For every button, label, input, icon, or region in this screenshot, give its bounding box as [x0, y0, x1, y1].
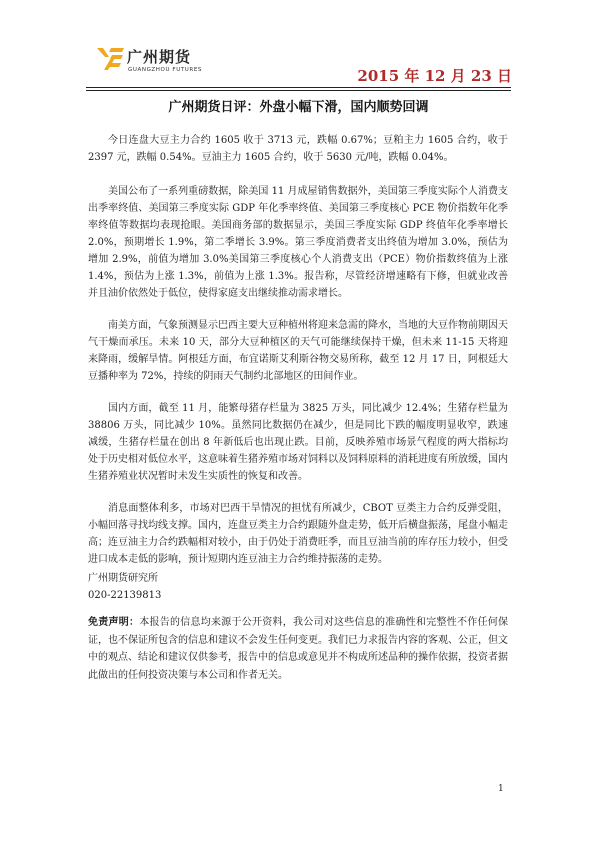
page-number: 1	[498, 784, 504, 794]
logo-english-name: GUANGZHOU FUTURES	[128, 67, 202, 73]
paragraph-us-data: 美国公布了一系列重磅数据，除美国 11 月成屋销售数据外，美国第三季度实际个人消费支出季率终值、美国第三季度实际 GDP 年化季率终值、美国第三季度核心 PCE 物价指数年化季率终值等数据均表现抢眼。美国商务部的数据显示，美国三季度实际 GDP 终值年化季率增长 2.0%，预期增长 1.9%，第二季增长 3.9%。第三季度消费者支出终值为增加 3.0%，预估为增加 2.9%，前值为增加 3.0%美国第三季度核心个人消费支出（PCE）物价指数终值为上涨 1.4%，预估为上涨 1.3%，前值为上涨 1.3%。报告称，尽管经济增速略有下修，但就业改善并且油价依然处于低位，使得家庭支出继续推动需求增长。	[88, 186, 508, 299]
org-info	[88, 570, 161, 604]
org-name: 广州期货研究所	[88, 573, 158, 584]
report-title: 广州期货日评：外盘小幅下滑，国内顺势回调	[168, 100, 429, 115]
report-date: 2015 年 12 月 23 日	[357, 67, 512, 85]
report-body	[88, 132, 508, 583]
disclaimer	[88, 614, 508, 684]
org-phone: 020-22139813	[88, 590, 162, 601]
disclaimer-label: 免责声明：	[88, 617, 140, 628]
logo-chinese-name: 广州期货	[127, 48, 192, 66]
logo-mark-icon	[97, 46, 125, 72]
disclaimer-text: 本报告的信息均来源于公开资料，我公司对这些信息的准确性和完整性不作任何保证，也不保证所包含的信息和建议不会发生任何变更。我们已力求报告内容的客观、公正，但文中的观点、结论和建议仅供参考，报告中的信息或意见并不构成所述品种的操作依据，投资者据此做出的任何投资决策与本公司和作者无关。	[88, 617, 508, 681]
company-logo	[97, 44, 207, 80]
paragraph-south-america: 南美方面，气象预测显示巴西主要大豆种植州将迎来急需的降水，当地的大豆作物前期因天气干燥而承压。未来 10 天，部分大豆种植区的天气可能继续保持干燥，但未来 11-15 天将迎来降雨，缓解旱情。阿根廷方面，布宜诺斯艾利斯谷物交易所称，截至 12 月 17 日，阿根廷大豆播种率为 72%，持续的阴雨天气制约北部地区的田间作业。	[88, 320, 508, 382]
header-rule-bottom	[86, 90, 511, 91]
paragraph-outlook: 消息面整体利多，市场对巴西干旱情况的担忧有所减少，CBOT 豆类主力合约反弹受阻，小幅回落寻找均线支撑。国内，连盘豆类主力合约跟随外盘走势，低开后横盘振荡，尾盘小幅走高；连豆油主力合约跌幅相对较小，由于仍处于消费旺季，而且豆油当前的库存压力较小，但受进口成本走低的影响，预计短期内连豆油主力合约维持振荡的走势。	[88, 503, 508, 565]
paragraph-domestic: 国内方面，截至 11 月，能繁母猪存栏量为 3825 万头，同比减少 12.4%；生猪存栏量为 38806 万头，同比减少 10%。虽然同比数据仍在减少，但是同比下跌的幅度明显收窄，跌速减缓，生猪存栏量在创出 8 年新低后也出现止跌。目前，反映养殖市场景气程度的两大指标均处于历史相对低位水平，这意味着生猪养殖市场对饲料以及饲料原料的消耗进度有所放缓，国内生猪养殖业状况暂时未发生实质性的恢复和改善。	[88, 403, 508, 482]
paragraph-market-summary: 今日连盘大豆主力合约 1605 收于 3713 元，跌幅 0.67%；豆粕主力 1605 合约，收于 2397 元，跌幅 0.54%。豆油主力 1605 合约，收于 5630 元/吨，跌幅 0.04%。	[88, 135, 508, 163]
header-rule-top	[86, 87, 511, 88]
